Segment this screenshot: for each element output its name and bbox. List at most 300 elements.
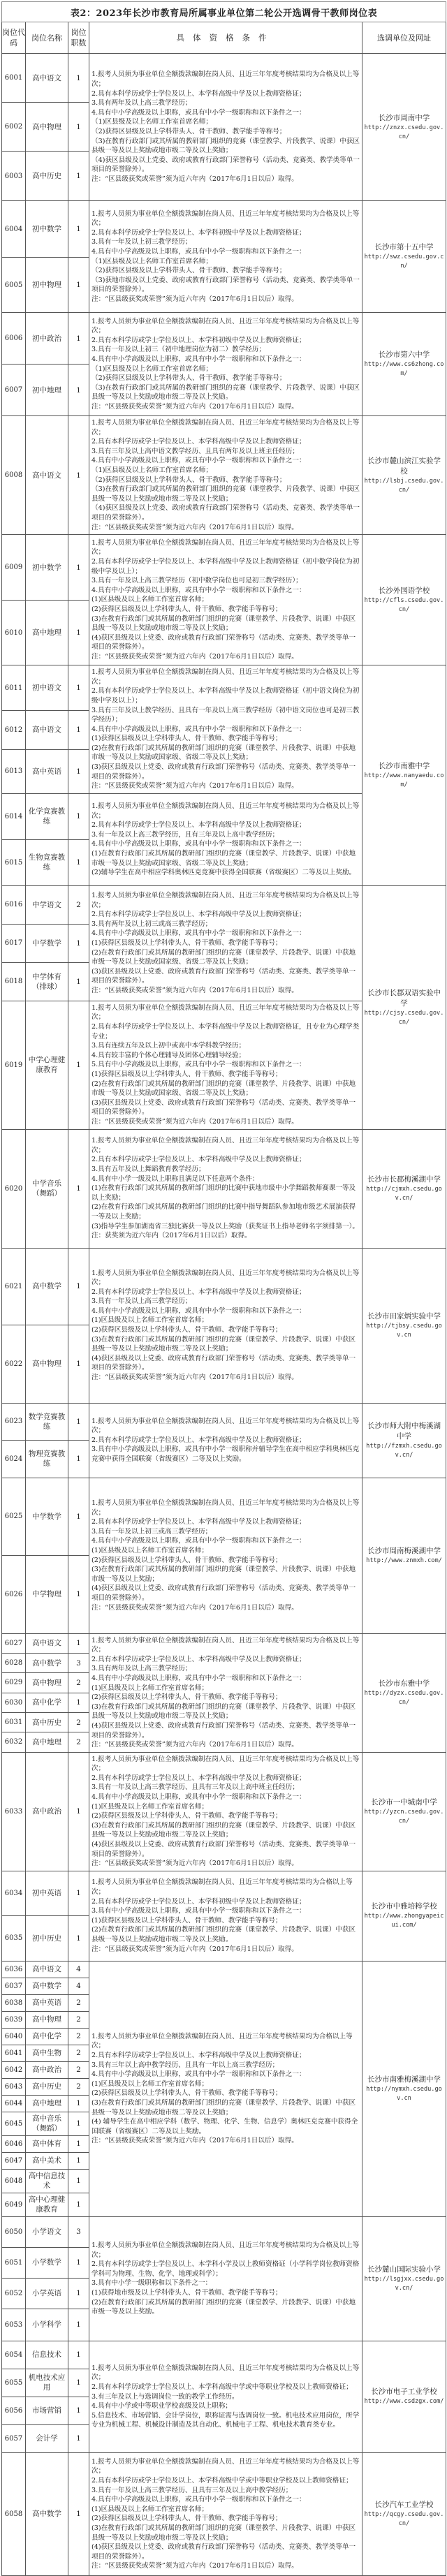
- condition-line: 1.报考人员须为事业单位全额拨款编制在岗人员、且近三年年度考核结果均为合格以上等次；: [91, 2032, 353, 2050]
- condition-line: （4)获区县级及以上党委、政府或教育行政部门荣誉称号（活动类、竞赛类、教学类等单一项目的荣誉除外）。: [91, 156, 360, 174]
- hiring-unit: [362, 885, 446, 1129]
- hiring-unit: [362, 1871, 446, 1961]
- condition-line: 1.报考人员须为事业单位全额拨款编制在岗人员、且近三年年度考核结果均为合格及以上等次；: [91, 209, 360, 228]
- condition-line: 2.具有本科学历或学士学位及以上、本学科高级中学及以上教师资格证（初中数学岗位为初级中学及以上）；: [91, 557, 360, 575]
- position-name: 高中数学: [26, 2452, 68, 2575]
- position-count: 1: [68, 711, 89, 749]
- unit-name: 长沙市麓山滨江实验学校: [367, 456, 441, 476]
- position-count: 1: [68, 2452, 89, 2575]
- position-code: 6054: [2, 2341, 26, 2369]
- condition-line: （3)获地市级及以上党委、政府或教育行政部门荣誉称号（活动类、竞赛类、教学类等单一项目的荣誉除外）。: [91, 276, 360, 294]
- position-code: 6015: [2, 839, 26, 885]
- unit-url-link[interactable]: http://www.znmxh.com/: [366, 1556, 442, 1564]
- position-count: 4: [68, 1961, 89, 1978]
- position-count: 1: [68, 2135, 89, 2152]
- condition-line: 4.具有中小学高级及以上职称，或具有中小学一级职称和以下条件之一：: [91, 1537, 306, 1545]
- condition-line: 3.具有两年及以上高三教学经历；: [91, 1665, 192, 1673]
- table-row: [2, 1871, 446, 1915]
- position-code: 6035: [2, 1915, 26, 1961]
- hiring-unit: [362, 1633, 446, 1752]
- condition-line: 2.具有本科学历或学士学位及以上、本学科高级中学及以上教师资格证；: [91, 911, 306, 919]
- condition-line: 4.具有较丰富的个体心理辅导及团体心理辅导经验；: [91, 1051, 246, 1059]
- position-code: 6048: [2, 2169, 26, 2193]
- condition-line: 3.具有一年及以上高三教学经历；: [91, 1297, 192, 1306]
- unit-url-link[interactable]: http://qcgy.csedu.gov.cn/: [364, 2510, 444, 2527]
- unit-url-link[interactable]: http://www.cs6zhong.com/: [364, 361, 444, 377]
- condition-line: (1)在教育行政部门或其所属的教研部门组织的比赛中获地市级中小学舞蹈教师赛课一等及以上奖励；: [91, 1184, 356, 1202]
- position-code: 6009: [2, 535, 26, 601]
- condition-line: （3)在教育行政部门或其所属的教研部门组织的竞赛（课堂教学、片段教学、说课）中获区县级一等及以上奖励或地市级二等及以上奖励；: [91, 137, 360, 155]
- condition-line: (2)获得区县级及以上学科带头人、骨干教师、教学能手等称号；: [91, 2089, 282, 2098]
- condition-line: 1.报考人员须为事业单位全额拨款编制在岗人员、且近三年年度考核结果均为合格及以上等次；: [91, 1417, 360, 1435]
- unit-url-link[interactable]: http://swz.csedu.gov.cn/: [364, 253, 444, 270]
- position-name: 初中地理: [26, 365, 68, 416]
- condition-line: 2.具有本科学历或学士学位及以上、本学科高级中学及以上教师资格证；: [91, 1655, 306, 1663]
- condition-line: 3.具有一年及以上初三或高三教学经历；: [91, 1527, 212, 1536]
- position-name: 高中英语: [26, 749, 68, 793]
- hiring-unit: [362, 1403, 446, 1478]
- position-code: 6046: [2, 2135, 26, 2152]
- condition-line: (1)区县级及以上名师工作室首席名师；: [91, 1802, 209, 1811]
- condition-line: (3)在教育行政部门或其所属的教研部门组织的竞赛（课堂教学、片段教学、说课）中获区县级一等及以上奖励或地市级二等及以上奖励；: [91, 2098, 356, 2117]
- position-code: 6032: [2, 1732, 26, 1752]
- condition-line: 3.具有中小学高级及以上职称，或具有中小学一级职称并辅导学生在高中相应学科奥林匹克竞赛中获得全国联赛（省级赛区）二等及以上奖励。: [91, 1445, 360, 1463]
- position-code: 6042: [2, 2061, 26, 2078]
- condition-line: (2)在教育行政部门或其所属的教研部门组织的竞赛（课堂教学、片段教学、说课）中获地市级一等及以上奖励或国家级、省级二等及以上奖励；: [91, 1080, 356, 1098]
- unit-url-link[interactable]: http://lsgjxx.csedu.gov.cn/: [364, 2275, 444, 2292]
- condition-line: 3.具有两年及以上高三教学经历；: [91, 99, 192, 108]
- condition-line: 3.有一年及以上高三教学经历，且有三年及以上高中教学经历；: [91, 830, 279, 839]
- unit-url-link[interactable]: http://fzmxh.csedu.gov.cn/: [366, 1442, 442, 1459]
- unit-name: 长沙市第六中学: [378, 351, 430, 359]
- condition-line: 1.报考人员须为事业单位全额拨款编制在岗人员、且近三年年度考核结果均为合格及以上等次；: [91, 419, 360, 436]
- condition-line: (4)获区县级及以上党委、政府或教育行政部门荣誉称号（活动类、竞赛类、教学类等单一项目的荣誉除外）。: [91, 1584, 356, 1602]
- condition-line: 1.报考人员须为事业单位全额拨款编制在岗人员、且近三年年度考核结果均为合格及以上等次；: [91, 2364, 360, 2382]
- unit-url-link[interactable]: http://www.nanyaedu.com/: [364, 772, 444, 788]
- condition-line: 4.具有中小学高级及以上职称，或具有中小学一级职称和以下条件之一：: [91, 1307, 306, 1315]
- position-count: 1: [68, 1555, 89, 1633]
- condition-line: (3)获区县级及以上党委、政府或教育行政部门荣誉称号（活动类、竞赛类、教学类等单一项目的荣誉除外）。: [91, 1098, 356, 1117]
- position-count: 1: [68, 1129, 89, 1248]
- qualification-conditions: [89, 201, 362, 313]
- unit-url-link[interactable]: http://www.csdzgx.com/: [364, 2398, 444, 2406]
- condition-line: 2.具有本科学历或学士学位及以上、本学科初级中学及以上教师资格证；: [91, 1897, 306, 1906]
- position-name: 初中历史: [26, 1915, 68, 1961]
- hiring-unit: [362, 1752, 446, 1871]
- position-count: 1: [68, 2424, 89, 2452]
- position-table-sheet: [1, 1, 446, 2576]
- unit-url-link[interactable]: http://cjmxh.csedu.gov.cn/: [366, 1185, 442, 1202]
- condition-line: 注：“区县级获奖或荣誉”须为近六年内（2017年6月1日以后）取得。: [91, 523, 298, 531]
- unit-url-link[interactable]: http://yzcn.csedu.gov.cn/: [364, 1808, 444, 1825]
- position-code: 6057: [2, 2424, 26, 2452]
- position-name: 高中化学: [26, 2028, 68, 2045]
- position-count: 1: [68, 365, 89, 416]
- unit-url-link[interactable]: http://cfls.csedu.gov.cn/: [364, 596, 444, 613]
- condition-line: 注：“区县级获奖或荣誉”须为近六年内（2017年6月1日以后）取得。: [91, 175, 298, 183]
- position-code: 6013: [2, 749, 26, 793]
- position-count: 1: [68, 1478, 89, 1555]
- position-name: 高中物理: [26, 1673, 68, 1693]
- position-count: 2: [68, 2045, 89, 2061]
- condition-line: 3.具有中小学一级职称和以下条件之一：: [91, 2279, 212, 2288]
- condition-line: 1.报考人员须为事业单位全额拨款编制在岗人员、且近三年年度考核结果均为合格及以上等次；: [91, 1636, 360, 1654]
- qualification-conditions: [89, 2216, 362, 2341]
- position-code: 6047: [2, 2152, 26, 2169]
- unit-url-link[interactable]: http://tjbsy.csedu.gov.cn: [366, 1322, 442, 1339]
- position-name: 高中美术: [26, 2152, 68, 2169]
- position-count: 1: [68, 749, 89, 793]
- position-code: 6036: [2, 1961, 26, 1978]
- condition-line: 注：“区县级获奖或荣誉”须为近六年内（2017年6月1日以后）取得。: [91, 1945, 298, 1953]
- position-count: 1: [68, 2112, 89, 2135]
- position-count: 1: [68, 1693, 89, 1712]
- condition-line: 3.具有一年及以上初三教学经历；: [91, 238, 192, 246]
- unit-url-link[interactable]: http://znzx.csedu.gov.cn/: [364, 124, 444, 140]
- qualification-conditions: [89, 2341, 362, 2452]
- position-name: 高中心理健康教育: [26, 2193, 68, 2216]
- condition-line: 4.具有中小学高级及以上职称，或具有中小学一级职称和以下条件之一：: [91, 2496, 306, 2504]
- unit-name: 长沙市长郡梅溪湖中学: [367, 1175, 441, 1184]
- position-name: 高中语文: [26, 1633, 68, 1653]
- condition-line: (3)在教育行政部门或其所属的教研部门组织的竞赛（课堂教学、片段教学、说课）中获区县级一等及以上奖励或地市级二等及以上奖励；: [91, 1702, 356, 1721]
- condition-line: 1.报考人员须为事业单位全额拨款编制在岗人员、且近三年年度考核结果均为合格以上等次；: [91, 1878, 353, 1897]
- position-code: 6030: [2, 1693, 26, 1712]
- position-code: 6029: [2, 1673, 26, 1693]
- condition-line: (2)获得区县级及以上学科带头人、骨干教师、教学能手等称号；: [91, 1556, 282, 1564]
- condition-line: 1.报考人员须为事业单位全额拨款编制在岗人员、且近三年年度考核结果均为合格及以上等次；: [91, 2457, 360, 2475]
- condition-line: 3.具有连续五年及以上初中或高中本学科教学经历；: [91, 1042, 246, 1050]
- position-code: 6011: [2, 665, 26, 711]
- hiring-unit: [362, 1248, 446, 1403]
- condition-line: 4.具有中小学高级及以上职称，或具有中小学一级职称和以下条件之一：: [91, 840, 306, 848]
- position-name: 机电技术应用: [26, 2369, 68, 2397]
- condition-line: (3)获区县级及以上党委、政府或教育行政部门荣誉称号（活动类、竞赛类、教学类等单一项目的荣誉除外）。: [91, 967, 356, 985]
- header-unit: 选调单位及网址: [362, 22, 446, 54]
- position-table: [1, 1, 446, 2576]
- unit-name: 长沙市周南中学: [378, 113, 430, 122]
- position-count: 1: [68, 535, 89, 601]
- condition-line: 2.具有本科学历或学士学位及以上、本学科高级中学及以上教师资格证；: [91, 1288, 306, 1296]
- position-code: 6033: [2, 1752, 26, 1871]
- condition-line: （3)在教育行政部门或其所属的教研部门组织的竞赛（课堂教学、片段教学、说课）中获区县级一等及以上奖励或地市级二等及以上奖励；: [91, 485, 360, 503]
- position-name: 高中政治: [26, 1752, 68, 1871]
- condition-line: 注：“区县级获奖或荣誉”须为近六年内（2017年6月1日以后）取得。: [91, 1741, 298, 1749]
- position-name: 高中地理: [26, 1732, 68, 1752]
- condition-line: 4.具有中小学高级及以上职称，或具有中小学一级职称和以下条件之一：: [91, 1674, 306, 1682]
- condition-line: (4)获区县级及以上党委、政府或教育行政部门荣誉称号（活动类、竞赛类、教学类等单一项目的荣誉除外）。: [91, 1841, 356, 1858]
- position-code: 6038: [2, 1994, 26, 2011]
- hiring-unit: [362, 2452, 446, 2575]
- position-code: 6040: [2, 2028, 26, 2045]
- position-count: 2: [68, 2078, 89, 2095]
- condition-line: 1.报考人员须为事业单位全额拨款编制在岗人员、且近三年年度考核结果均为合格及以上等次；: [91, 668, 360, 686]
- condition-line: (3)在教育行政部门或其所属的教研部门组织的竞赛（课堂教学、片段教学、说课）中获区县级一等及以上奖励或地市级二等及以上奖励；: [91, 614, 356, 633]
- hiring-unit: [362, 1961, 446, 2216]
- position-code: 6005: [2, 258, 26, 313]
- header-name: 岗位名称: [26, 22, 68, 54]
- position-count: 1: [68, 601, 89, 665]
- position-count: 2: [68, 1732, 89, 1752]
- unit-url-link[interactable]: http://www.zhongyapeicui.com/: [364, 1913, 444, 1929]
- condition-line: (1)获得区县级及以上学科带头人、骨干教师、教学能手等称号；: [91, 939, 282, 948]
- table-row: [2, 54, 446, 103]
- table-row: [2, 1961, 446, 1978]
- hiring-unit: [362, 2341, 446, 2452]
- position-count: 1: [68, 54, 89, 103]
- position-count: 1: [68, 152, 89, 201]
- position-code: 6055: [2, 2369, 26, 2397]
- qualification-conditions: [89, 1961, 362, 2216]
- condition-line: 4.具有中小学高级及以上职称，或具有中小学一级职称和以下条件之一：: [91, 457, 306, 465]
- hiring-unit: [362, 416, 446, 535]
- position-name: 高中语文: [26, 711, 68, 749]
- position-count: 1: [68, 793, 89, 839]
- unit-name: 长沙市南雅中学: [378, 761, 430, 770]
- position-name: 高中物理: [26, 1325, 68, 1403]
- position-count: 1: [68, 1752, 89, 1871]
- condition-line: (2)辅导学生在高中相应学科奥林匹克竞赛中获得全国联赛（省级赛区）二等及以上奖励。: [91, 869, 356, 877]
- condition-line: 1.报考人员须为事业单位全额拨款编制在岗人员、且近三年年度考核结果均为合格及以上等次；: [91, 538, 360, 557]
- condition-line: 3.具有三年以上高中教学经历、且具有一年以上高三教学经历；: [91, 2061, 279, 2069]
- condition-line: 4.具有中小学高级及以上职称，或具有中小学一级职称和以下条件之一：: [91, 108, 306, 117]
- condition-line: (2)在教育行政部门或其所属的教研部门组织的竞赛（课堂教学、片段教学、说课）中获区县级一等及以上奖励或地市级二等及以上奖励。: [91, 1926, 356, 1943]
- position-name: 市场营销: [26, 2397, 68, 2424]
- table-row: [2, 885, 446, 924]
- position-code: 6031: [2, 1712, 26, 1732]
- table-row: [2, 201, 446, 258]
- position-code: 6012: [2, 711, 26, 749]
- position-name: 高中化学: [26, 1693, 68, 1712]
- qualification-conditions: [89, 54, 362, 201]
- unit-name: 长沙市周南梅溪湖中学: [367, 1546, 441, 1555]
- table-row: [2, 665, 446, 711]
- condition-line: (3)在教育行政部门或其所属的教研部门组织的竞赛（课堂教学、片段教学、说课）中获地市级一等及以上奖励；: [91, 1566, 356, 1583]
- condition-line: (4) 辅导学生在高中相应学科（数学、物理、化学、生物、信息学）奥林匹克竞赛中获得全国联赛（省级赛区）二等及以上奖励。: [91, 2118, 358, 2135]
- position-code: 6022: [2, 1325, 26, 1403]
- table-row: [2, 2452, 446, 2575]
- unit-url-link[interactable]: http://lsbj.csedu.gov.cn/: [364, 477, 444, 494]
- unit-name: 长沙汽车工业学校: [374, 2500, 434, 2509]
- condition-line: (2)获得区县级及以上学科带头人、骨干教师、教学能手等称号；: [91, 1812, 282, 1820]
- position-name: 高中历史: [26, 152, 68, 201]
- position-name: 高中生物: [26, 2045, 68, 2061]
- condition-line: 5.具有中小学高级及以上职称，或具有中小学一级职称和以下条件之一：: [91, 1061, 306, 1069]
- position-code: 6058: [2, 2452, 26, 2575]
- qualification-conditions: [89, 885, 362, 1001]
- table-row: [2, 1478, 446, 1555]
- position-name: 高中政治: [26, 2061, 68, 2078]
- position-count: 1: [68, 665, 89, 711]
- unit-url-link[interactable]: http://nymxh.csedu.gov.cn: [366, 2085, 442, 2102]
- position-name: 高中数学: [26, 1248, 68, 1325]
- condition-line: 2.具有本科学历或学士学位及以上、本学科高级中学及以上教师资格证；: [91, 89, 306, 98]
- unit-name: 长沙外国语学校: [378, 586, 430, 595]
- position-count: 1: [68, 1248, 89, 1325]
- position-code: 6034: [2, 1871, 26, 1915]
- hiring-unit: [362, 1129, 446, 1248]
- condition-line: 1.报考人员须为事业单位全额拨款编制在岗人员、且近三年年度考核结果均为合格及以上等次；: [91, 2241, 360, 2259]
- position-code: 6001: [2, 54, 26, 103]
- position-name: 高中语文: [26, 416, 68, 535]
- position-name: 高中地理: [26, 2095, 68, 2112]
- position-count: 1: [68, 2369, 89, 2397]
- condition-line: 2.具有本科学历或学士学位及以上、本学科高级中学或中等职业学校及以上教师资格证；: [91, 2476, 353, 2485]
- qualification-conditions: [89, 416, 362, 535]
- condition-line: (4)获区县级及以上党委、政府或教育行政部门荣誉称号（活动类、竞赛类、教学类等单一项目的荣誉除外）。: [91, 633, 356, 652]
- unit-name: 长沙市长郡双语实验中学: [367, 988, 441, 1008]
- position-code: 6049: [2, 2193, 26, 2216]
- condition-line: (1)区县级及以上名师工作室首席名师；: [91, 596, 209, 604]
- position-count: 1: [68, 258, 89, 313]
- table-row: [2, 416, 446, 535]
- position-name: 高中语文: [26, 54, 68, 103]
- position-count: 1: [68, 1325, 89, 1403]
- position-count: 1: [68, 2169, 89, 2193]
- condition-line: (2)在教育行政部门或其所属的教研部门组织的比赛中指导舞蹈队参加地市级艺术展演获得一等及以上奖励；: [91, 1203, 356, 1221]
- unit-url-link[interactable]: http://cjsy.csedu.gov.cn/: [364, 1009, 444, 1026]
- position-count: 1: [68, 924, 89, 962]
- position-name: 初中数学: [26, 535, 68, 601]
- position-code: 6039: [2, 2011, 26, 2028]
- position-code: 6007: [2, 365, 26, 416]
- position-name: 初中语文: [26, 665, 68, 711]
- condition-line: 2.具有本科学历或学士学位及以上、本学科小学及以上教师资格证（小学科学岗位教师资格学科可为物理、生物、化学、地理或科学）；: [91, 2260, 360, 2278]
- position-name: 高中信息技术: [26, 2169, 68, 2193]
- condition-line: 3.具有一年及以上高三教学经历、且具有三年及以上高中教学经历；: [91, 2486, 293, 2494]
- condition-line: 3.具有三年及以上教学经历、且具有一年及以上高三教学经历（初中语文岗位也可是初三教学经历）；: [91, 706, 360, 724]
- condition-line: 2.具有本科学历或学士学位及以上、本学科初级中学及以上教师资格证；: [91, 336, 306, 344]
- qualification-conditions: [89, 1633, 362, 1752]
- position-code: 6002: [2, 103, 26, 152]
- condition-line: 2.具有本科学历或学士学位及以上、本学科高级中学及以上教师资格证；: [91, 821, 306, 830]
- position-count: 1: [68, 962, 89, 1001]
- condition-line: 4.具有中小学高级及以上职称，或具有中小学一级职称和以下条件之一：: [91, 355, 306, 363]
- condition-line: 4.具有中小学高级及以上职称，或具有中小学一级职称和以下条件之一：: [91, 1793, 306, 1802]
- position-name: 生物竞赛教练: [26, 839, 68, 885]
- position-count: 4: [68, 1978, 89, 1994]
- position-code: 6010: [2, 601, 26, 665]
- qualification-conditions: [89, 2452, 362, 2575]
- condition-line: 4.具有中小学或中等职业学校高级及以上职称；: [91, 2402, 233, 2411]
- condition-line: 2.具有本科学历或学士学位及以上、本学科高级中学或中等职业学校及以上教师资格证；: [91, 2383, 353, 2391]
- position-name: 高中体育: [26, 2135, 68, 2152]
- condition-line: (1)区县级及以上名师工作室首席名师；: [91, 2505, 209, 2513]
- unit-url-link[interactable]: http://dyzx.csedu.gov.cn/: [364, 1689, 444, 1706]
- unit-name: 长沙市第十五中学: [374, 243, 434, 251]
- condition-line: 1.报考人员须为事业单位全额拨款编制在岗人员、且近三年年度考核结果均为合格及以上等次；: [91, 317, 360, 335]
- position-name: 小学英语: [26, 2278, 68, 2309]
- position-name: 高中历史: [26, 2078, 68, 2095]
- position-code: 6025: [2, 1478, 26, 1555]
- position-name: 高中音乐（舞蹈）: [26, 2112, 68, 2135]
- table-row: [2, 1403, 446, 1440]
- condition-line: 注：“区县级获奖或荣誉”须为近六年内（2017年6月1日以后）取得。: [91, 402, 298, 411]
- condition-line: 注：“区县级获奖或荣誉”须为近六年内（2017年6月1日以后）取得。: [91, 1860, 298, 1868]
- position-count: 1: [68, 416, 89, 535]
- position-code: 6052: [2, 2278, 26, 2309]
- table-row: [2, 1752, 446, 1871]
- condition-line: （2)获得区县级及以上学科带头人、骨干教师、教学能手等称号；: [91, 267, 286, 275]
- position-code: 6020: [2, 1129, 26, 1248]
- table-title: 表2：2023年长沙市教育局所属事业单位第二轮公开选调骨干教师岗位表: [2, 2, 446, 22]
- position-code: 6050: [2, 2216, 26, 2247]
- condition-line: 2.具有本科学历或学士学位及以上、本学科高级中学及以上教师资格证（初中语文岗位为初级中学及以上）；: [91, 687, 360, 705]
- position-code: 6056: [2, 2397, 26, 2424]
- condition-line: (1)获得区县级及以上学科带头人、骨干教师、教学能手等称号；: [91, 1916, 282, 1924]
- hiring-unit: [362, 535, 446, 665]
- position-code: 6037: [2, 1978, 26, 1994]
- table-row: [2, 2216, 446, 2247]
- unit-name: 长沙市电子工业学校: [371, 2387, 437, 2397]
- position-name: 中学体育（排球）: [26, 962, 68, 1001]
- header-conditions: 具体资格条件: [89, 22, 362, 54]
- hiring-unit: [362, 313, 446, 416]
- position-name: 物理竞赛教练: [26, 1440, 68, 1478]
- condition-line: 注：获奖须为近六年内（2017年6月1日以后）取得。: [91, 1232, 251, 1240]
- position-count: 1: [68, 1403, 89, 1440]
- hiring-unit: [362, 54, 446, 201]
- condition-line: (1)获得区县级及以上学科带头人、骨干教师、教学能手等称号；: [91, 735, 282, 743]
- position-code: 6003: [2, 152, 26, 201]
- position-name: 高中物理: [26, 2011, 68, 2028]
- position-count: 2: [68, 1994, 89, 2011]
- condition-line: 注：“区县级获奖或荣誉”须为近六年内（2017年6月1日以后）取得。: [91, 1603, 298, 1612]
- position-code: 6021: [2, 1248, 26, 1325]
- unit-name: 长沙市一中城南中学: [371, 1797, 437, 1806]
- position-code: 6014: [2, 793, 26, 839]
- condition-line: 4.具有中小学高级及以上职称，或具有中小学一级职称和以下条件之一：: [91, 2070, 306, 2079]
- condition-line: (3)在教育行政部门或其所属的教研部门组织的竞赛（课堂教学、片段教学、说课）中获区县级一等及以上奖励或地市级二等及以上奖励；: [91, 1335, 356, 1353]
- position-count: 1: [68, 313, 89, 365]
- position-count: 3: [68, 2216, 89, 2247]
- condition-line: (1)获得区县级及以上学科带头人、骨干教师、教学能手等称号；: [91, 1070, 282, 1078]
- condition-line: （2)获得区县级及以上学科带头人、骨干教师、教学能手等称号；: [91, 128, 286, 135]
- position-count: 2: [68, 1673, 89, 1693]
- condition-line: (2)获得区县级及以上学科带头人、骨干教师、教学能手等称号；: [91, 1326, 282, 1334]
- position-count: 1: [68, 103, 89, 152]
- position-name: 初中政治: [26, 313, 68, 365]
- hiring-unit: [362, 2216, 446, 2341]
- position-code: 6026: [2, 1555, 26, 1633]
- qualification-conditions: [89, 1129, 362, 1248]
- table-row: [2, 1633, 446, 1653]
- position-name: 中学数学: [26, 924, 68, 962]
- condition-line: (2)在教育行政部门或其所属的教研部门组织的竞赛（课堂教学、片段教学、说课）中获地市级一等及以上奖励或国家级、省级二等及以上奖励；: [91, 744, 356, 762]
- position-count: 1: [68, 2193, 89, 2216]
- qualification-conditions: [89, 1248, 362, 1403]
- condition-line: 2.具有本科学历或学士学位及以上、本学科高级中学及以上教师资格证；: [91, 1436, 306, 1444]
- position-count: 1: [68, 2152, 89, 2169]
- position-code: 6027: [2, 1633, 26, 1653]
- position-count: 1: [68, 1871, 89, 1915]
- position-count: 2: [68, 1712, 89, 1732]
- condition-line: （2)获得区县级及以上学科带头人、骨干教师、教学能手等称号；: [91, 476, 286, 484]
- condition-line: (3)指导学生参加湖南省三独比赛获一等及以上奖励（获奖证书上指导老师名字须排第一）。: [91, 1222, 359, 1230]
- condition-line: (1)区县级及以上名师工作室首席名师；: [91, 1316, 209, 1325]
- condition-line: (3)获区县级及以上党委、政府或教育行政部门荣誉称号（活动类、竞赛类、教学类等单一项目的荣誉除外）。: [91, 763, 356, 781]
- condition-line: 注：“区县级获奖或荣誉”须为近六年内（2017年6月1日以后）取得。: [91, 1374, 298, 1382]
- condition-line: 1.报考人员须为事业单位全额拨款编制在岗人员、且近三年年度考核结果均为合格及以上等次；: [91, 802, 360, 820]
- position-name: 初中英语: [26, 1871, 68, 1915]
- position-name: 高中语文: [26, 1961, 68, 1978]
- position-count: 1: [68, 2309, 89, 2341]
- condition-line: 2.具有本科学历或学士学位及以上、本学科高级中学及以上教师资格证；: [91, 2051, 306, 2059]
- qualification-conditions: [89, 665, 362, 794]
- position-count: 1: [68, 1440, 89, 1478]
- unit-name: 长沙麓山国际实验小学: [367, 2265, 441, 2274]
- condition-line: (1)在教育行政部门或其所属的教研部门组织的竞赛（课堂教学、片段教学、说课）中获地市级一等及以上奖励或国家级、省级二等及以上奖励；: [91, 849, 356, 867]
